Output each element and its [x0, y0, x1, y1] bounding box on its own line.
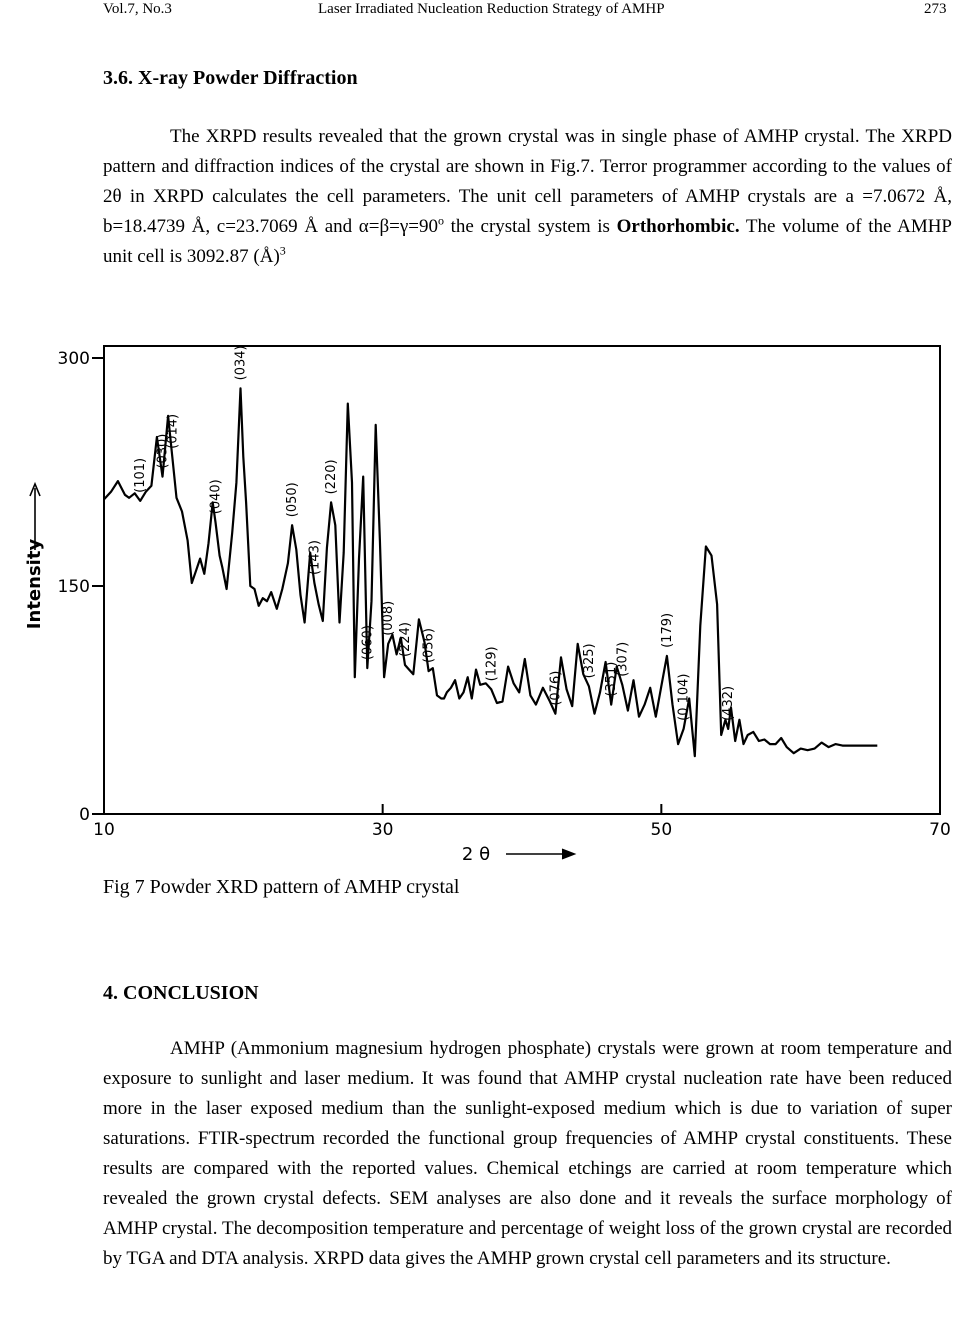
y-axis-label: Intensity	[24, 538, 45, 630]
chart-frame	[104, 346, 940, 814]
y-tick-label: 0	[79, 805, 90, 825]
peak-labels	[133, 345, 736, 721]
x-ticks	[93, 804, 951, 840]
y-tick-label: 300	[57, 349, 90, 369]
conclusion-paragraph	[103, 1034, 952, 1274]
peak-label: (008)	[381, 600, 397, 636]
x-tick-label: 50	[650, 820, 673, 840]
xrd-paragraph	[103, 122, 952, 272]
plot-border	[104, 346, 940, 814]
peak-label: (060)	[360, 625, 376, 661]
x-tick-label: 30	[371, 820, 394, 840]
x-axis-label: 2 θ	[461, 844, 491, 865]
xrd-text-mid: the crystal system is	[443, 216, 617, 237]
peak-label: (076)	[548, 670, 564, 706]
peak-label: (0 104)	[676, 673, 692, 721]
xrd-text-end: The volume of the AMHP unit cell is 3092.87 (Å)	[103, 216, 952, 267]
figure-caption: Fig 7 Powder XRD pattern of AMHP crystal	[103, 876, 460, 898]
x-tick-label: 70	[929, 820, 951, 840]
peak-label: (224)	[398, 622, 414, 658]
y-tick-label: 150	[57, 577, 90, 597]
xrd-chart	[0, 338, 967, 873]
peak-label: (307)	[615, 641, 631, 677]
peak-label: (101)	[133, 457, 149, 493]
running-header-volume: Vol.7, No.3	[103, 1, 172, 17]
section-heading-conclusion: 4. CONCLUSION	[103, 982, 259, 1004]
peak-label: (220)	[324, 459, 340, 495]
peak-label: (143)	[307, 540, 323, 576]
xrd-series-line	[104, 388, 877, 756]
xrd-text-start: The XRPD results revealed that the grown crystal was in single phase of AMHP crystal. The XRPD pattern and diffraction indices of the crystal are shown in Fig.7. Terror programmer according to the values of 2θ in XRPD calculates the cell parameters. The unit cell parameters of AMHP crystals are a =7.0672 Å, b=18.4739 Å, c=23.7069 Å and α=β=γ=90	[103, 126, 952, 237]
page-number: 273	[924, 1, 947, 17]
peak-label: (040)	[208, 479, 224, 515]
y-ticks	[58, 349, 104, 825]
peak-label: (050)	[285, 482, 301, 518]
crystal-system: Orthorhombic.	[616, 216, 740, 237]
cube-sup: 3	[279, 243, 286, 258]
peak-label: (056)	[421, 628, 437, 664]
peak-label: (432)	[721, 685, 737, 721]
section-heading-xrd: 3.6. X-ray Powder Diffraction	[103, 67, 358, 89]
degree-sup: o	[437, 213, 444, 228]
peak-label: (034)	[233, 345, 249, 381]
peak-label: (030)	[155, 433, 171, 469]
x-axis-arrowhead	[562, 849, 575, 859]
peak-label: (325)	[581, 643, 597, 679]
running-header-title: Laser Irradiated Nucleation Reduction Strategy of AMHP	[318, 1, 665, 17]
conclusion-text: AMHP (Ammonium magnesium hydrogen phosphate) crystals were grown at room temperature and exposure to sunlight and laser medium. It was found that AMHP crystal nucleation rate have been reduced more in the laser exposed medium than the sunlight-exposed medium which is due to variation of super saturations. FTIR-spectrum recorded the functional group frequencies of AMHP crystal constituents. These results are compared with the reported values. Chemical etchings are carried at room temperature which revealed the grown crystal defects. SEM analyses are also done and it reveals the surface morphology of AMHP crystal. The decomposition temperature and percentage of weight loss of the grown crystal are recorded by TGA and DTA analysis. XRPD data gives the AMHP grown crystal cell parameters and its structure.	[103, 1038, 952, 1269]
peak-label: (179)	[659, 612, 675, 648]
peak-label: (129)	[484, 646, 500, 682]
x-tick-label: 10	[93, 820, 115, 840]
peak-label: (351)	[604, 661, 620, 697]
peak-label: (014)	[165, 413, 181, 449]
